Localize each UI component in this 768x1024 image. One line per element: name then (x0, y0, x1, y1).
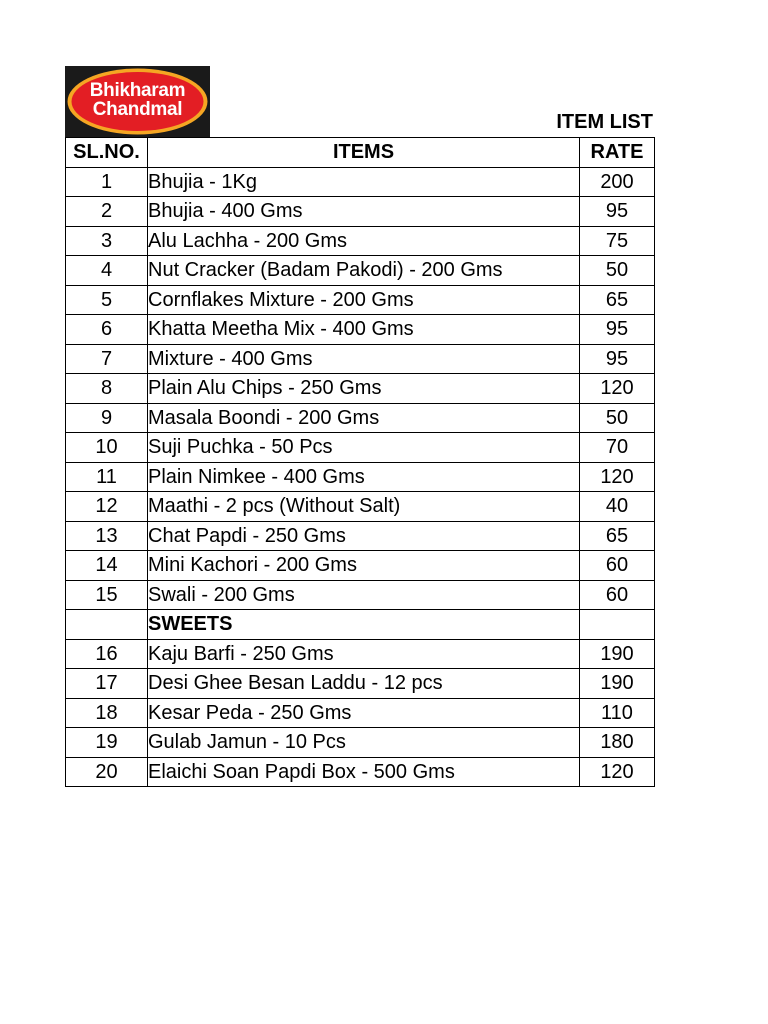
rate-cell: 40 (580, 492, 655, 522)
rate-cell: 95 (580, 315, 655, 345)
sl-cell: 7 (66, 344, 148, 374)
table-row (66, 728, 655, 758)
sl-cell: 8 (66, 374, 148, 404)
sl-cell: 13 (66, 521, 148, 551)
table-row (66, 462, 655, 492)
table-row (66, 403, 655, 433)
sl-cell: 10 (66, 433, 148, 463)
item-list-title: ITEM LIST (556, 111, 653, 133)
item-cell: Kesar Peda - 250 Gms (148, 698, 580, 728)
sl-cell: 6 (66, 315, 148, 345)
logo-text-line2: Chandmal (92, 99, 183, 120)
table-row (66, 256, 655, 286)
header-items: ITEMS (148, 138, 580, 168)
header-rate: RATE (580, 138, 655, 168)
item-price-table (65, 137, 655, 787)
sl-cell: 4 (66, 256, 148, 286)
rate-cell: 190 (580, 639, 655, 669)
rate-cell: 190 (580, 669, 655, 699)
table-row (66, 315, 655, 345)
rate-cell: 200 (580, 167, 655, 197)
item-cell: Mini Kachori - 200 Gms (148, 551, 580, 581)
table-row (66, 551, 655, 581)
sl-cell: 14 (66, 551, 148, 581)
item-cell: Suji Puchka - 50 Pcs (148, 433, 580, 463)
sl-cell: 3 (66, 226, 148, 256)
sl-cell: 17 (66, 669, 148, 699)
section-row (66, 610, 655, 640)
item-cell: Bhujia - 1Kg (148, 167, 580, 197)
rate-cell: 60 (580, 580, 655, 610)
sl-cell: 5 (66, 285, 148, 315)
rate-cell: 95 (580, 197, 655, 227)
rate-cell: 110 (580, 698, 655, 728)
item-cell: Cornflakes Mixture - 200 Gms (148, 285, 580, 315)
item-cell: Nut Cracker (Badam Pakodi) - 200 Gms (148, 256, 580, 286)
table-row (66, 344, 655, 374)
sl-cell: 18 (66, 698, 148, 728)
rate-cell: 180 (580, 728, 655, 758)
table-row (66, 167, 655, 197)
sl-cell: 16 (66, 639, 148, 669)
header-sl-no: SL.NO. (66, 138, 148, 168)
sl-cell: 9 (66, 403, 148, 433)
table-row (66, 285, 655, 315)
sl-cell: 11 (66, 462, 148, 492)
rate-cell: 75 (580, 226, 655, 256)
item-cell: Khatta Meetha Mix - 400 Gms (148, 315, 580, 345)
rate-cell (580, 610, 655, 640)
rate-cell: 60 (580, 551, 655, 581)
item-cell: Plain Nimkee - 400 Gms (148, 462, 580, 492)
item-cell: Elaichi Soan Papdi Box - 500 Gms (148, 757, 580, 787)
item-cell: Swali - 200 Gms (148, 580, 580, 610)
sl-cell (66, 610, 148, 640)
table-row (66, 226, 655, 256)
item-cell: Kaju Barfi - 250 Gms (148, 639, 580, 669)
rate-cell: 120 (580, 462, 655, 492)
sl-cell: 20 (66, 757, 148, 787)
table-row (66, 492, 655, 522)
rate-cell: 95 (580, 344, 655, 374)
table-row (66, 580, 655, 610)
rate-cell: 120 (580, 757, 655, 787)
rate-cell: 50 (580, 403, 655, 433)
table-row (66, 374, 655, 404)
logo-text-line1: Bhikharam (89, 80, 186, 101)
brand-logo (65, 66, 210, 137)
table-row (66, 521, 655, 551)
item-cell: Alu Lachha - 200 Gms (148, 226, 580, 256)
item-cell: SWEETS (148, 610, 580, 640)
sl-cell: 19 (66, 728, 148, 758)
sl-cell: 1 (66, 167, 148, 197)
rate-cell: 50 (580, 256, 655, 286)
rate-cell: 65 (580, 521, 655, 551)
item-cell: Gulab Jamun - 10 Pcs (148, 728, 580, 758)
rate-cell: 120 (580, 374, 655, 404)
table-row (66, 698, 655, 728)
item-cell: Chat Papdi - 250 Gms (148, 521, 580, 551)
table-row (66, 757, 655, 787)
item-cell: Plain Alu Chips - 250 Gms (148, 374, 580, 404)
table-row (66, 639, 655, 669)
item-cell: Maathi - 2 pcs (Without Salt) (148, 492, 580, 522)
item-cell: Masala Boondi - 200 Gms (148, 403, 580, 433)
rate-cell: 70 (580, 433, 655, 463)
rate-cell: 65 (580, 285, 655, 315)
sl-cell: 2 (66, 197, 148, 227)
table-row (66, 433, 655, 463)
table-row (66, 197, 655, 227)
sl-cell: 15 (66, 580, 148, 610)
item-cell: Bhujia - 400 Gms (148, 197, 580, 227)
table-row (66, 669, 655, 699)
sl-cell: 12 (66, 492, 148, 522)
item-cell: Mixture - 400 Gms (148, 344, 580, 374)
item-cell: Desi Ghee Besan Laddu - 12 pcs (148, 669, 580, 699)
table-header-row (66, 138, 655, 168)
